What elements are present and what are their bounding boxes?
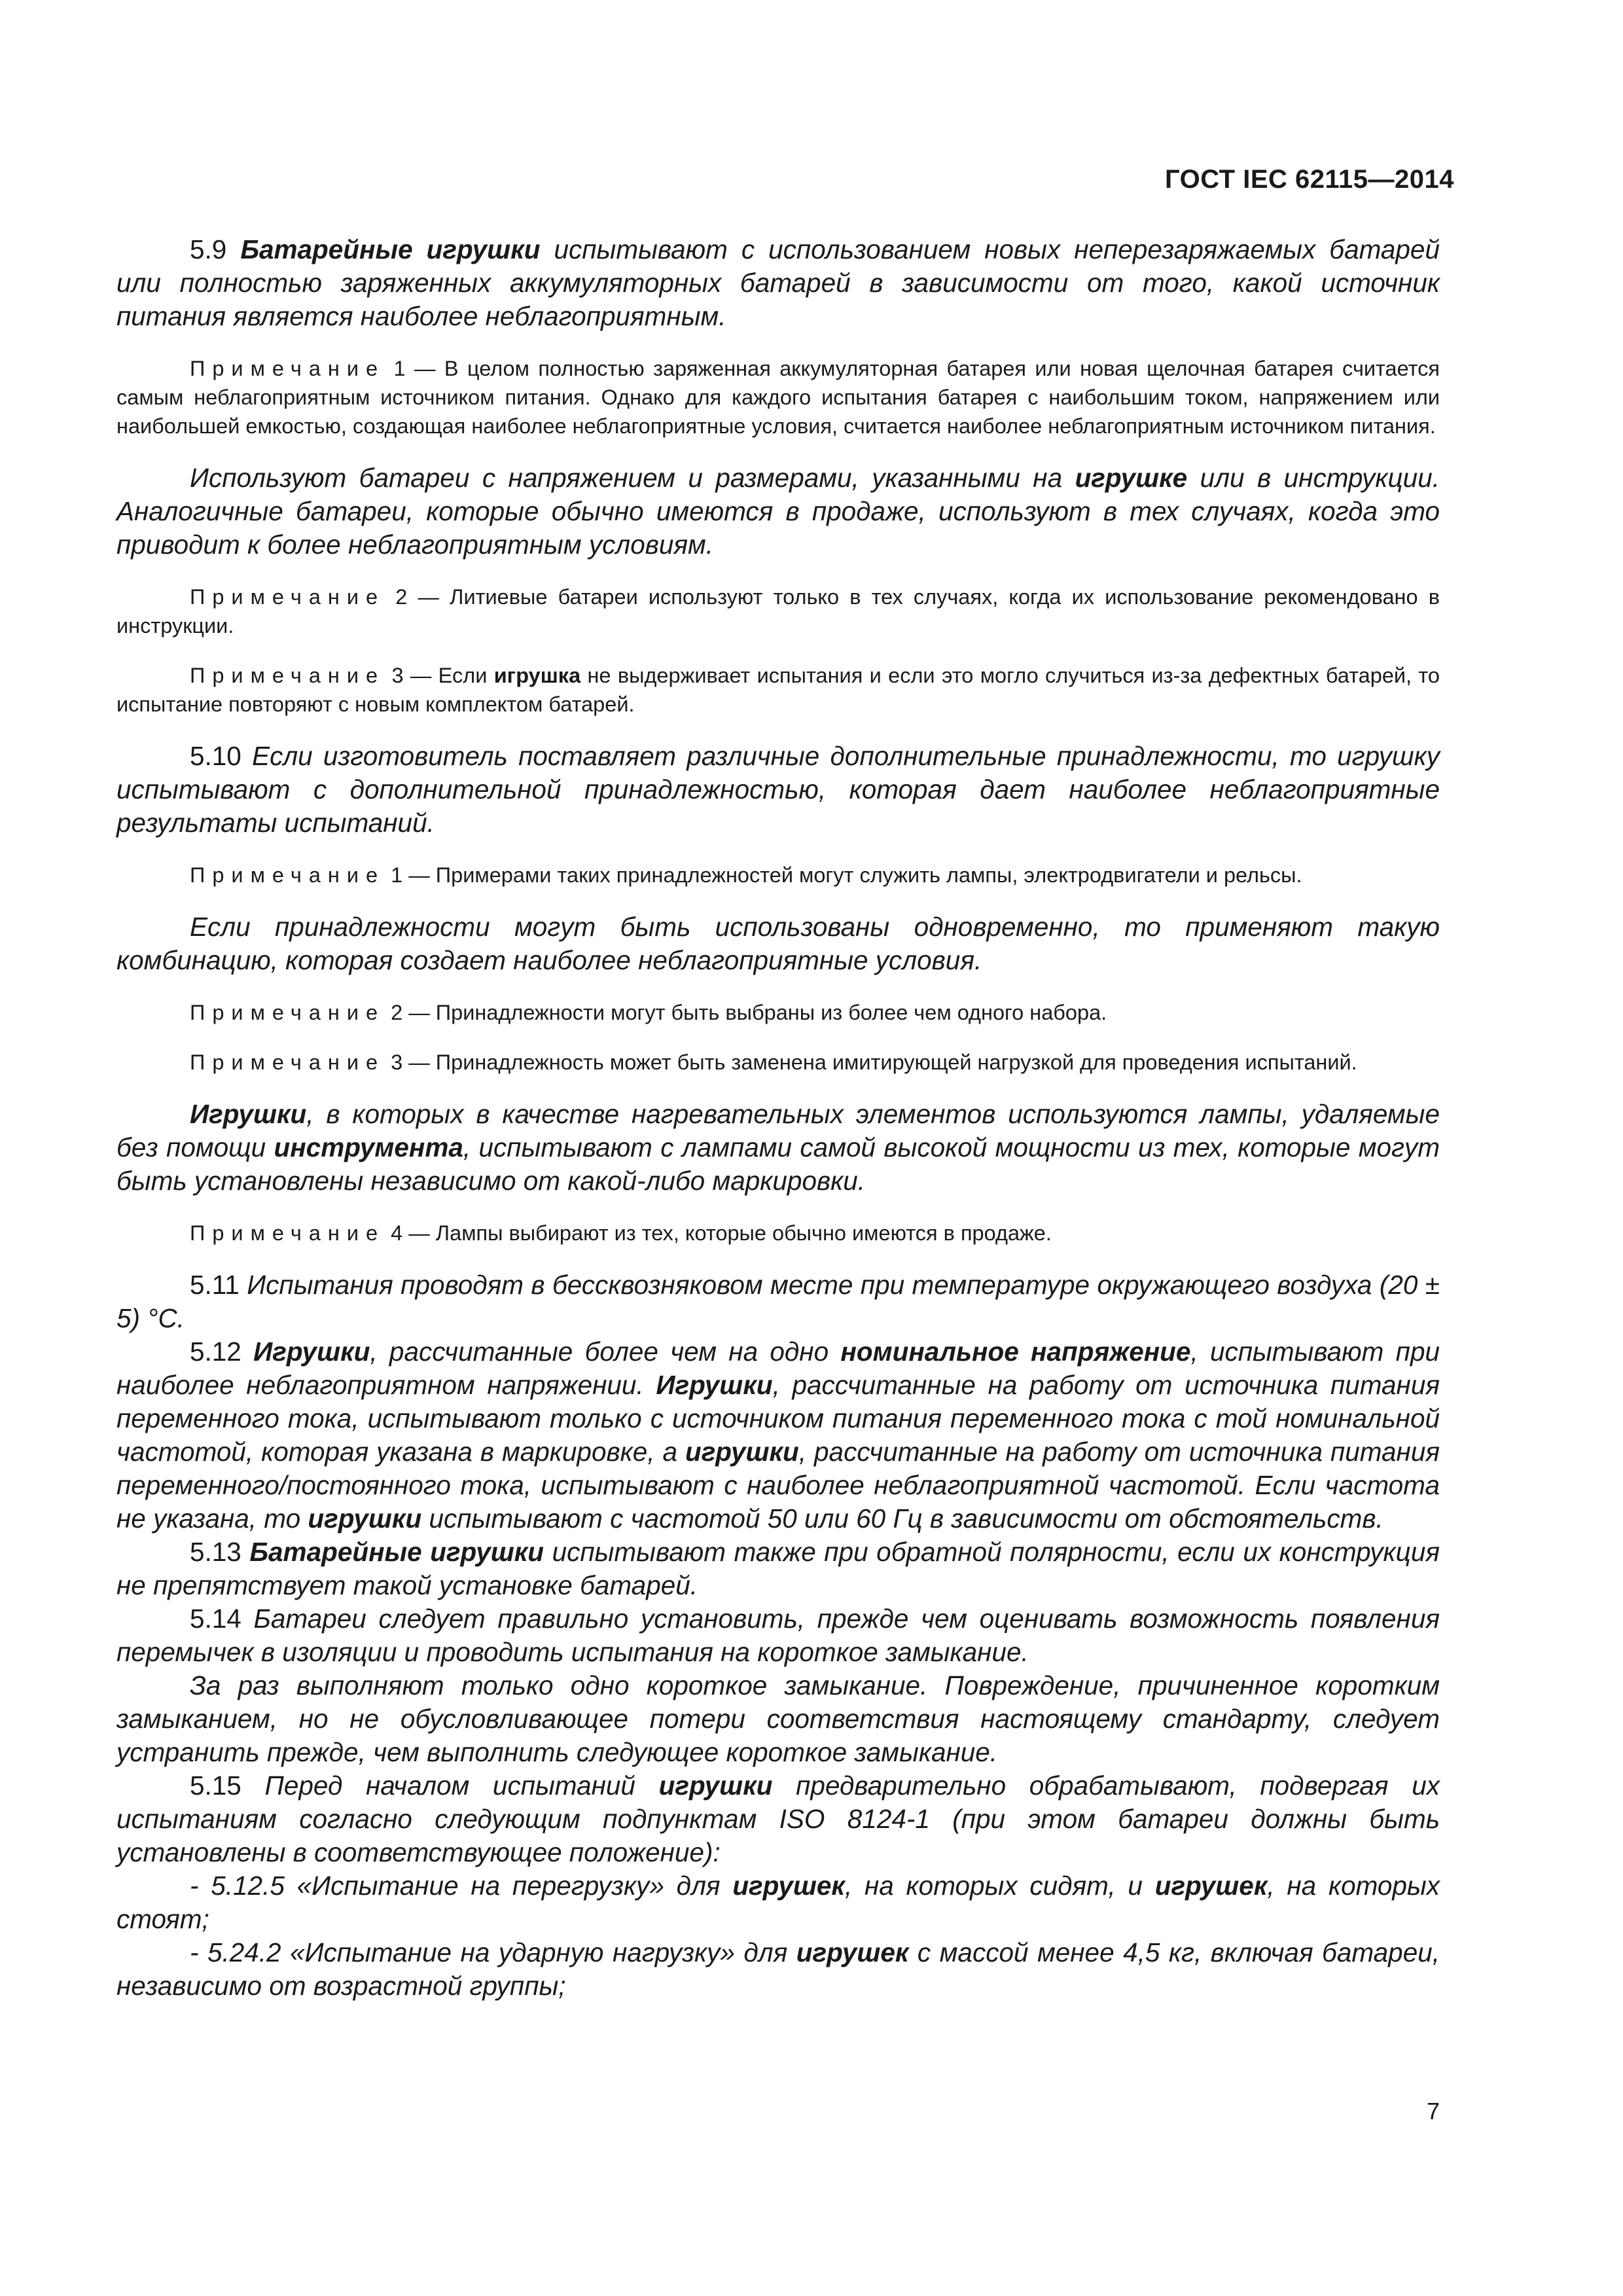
paragraph [116,1098,1440,1198]
term: игрушек [732,1871,845,1901]
note [116,583,1440,640]
note-label: Примечание [190,1050,385,1074]
document-header [116,165,1454,198]
text: Используют батареи с напряжением и размерами, указанными на [190,463,1075,493]
text: , на которых стоят; [116,1871,1440,1934]
term: игрушка [493,664,581,687]
clause-number: 5.10 [190,741,241,771]
text: , рассчитанные более чем на одно [370,1336,841,1367]
text: , рассчитанные на работу от источника питания переменного/постоянного тока, испытывают с наиболее неблагоприятной частотой. Если частота не указана, то [116,1437,1440,1534]
paragraph [116,910,1440,977]
note-text: 3 — Принадлежность может быть заменена имитирующей нагрузкой для проведения испытаний. [385,1050,1357,1074]
term: номинальное напряжение [840,1336,1191,1367]
note-label: Примечание [190,863,385,887]
paragraph-5-11 [116,1268,1440,1335]
paragraph-5-15 [116,1769,1440,1869]
list-item [116,1936,1440,2003]
term: Игрушки [656,1370,773,1400]
note-label: Примечание [190,1221,385,1245]
text: Испытания проводят в бесcквозняковом месте при температуре окружающего воздуха (20 ± 5) °С. [116,1270,1440,1333]
text: испытывают также при обратной полярности, если их конструкция не препятствует такой установке батарей. [116,1537,1440,1600]
note-text: 1 — В целом полностью заряженная аккумуляторная батарея или новая щелочная батарея считается самым неблагоприятным источником питания. Однако для каждого испытания батарея с наибольшим током, напряжением или наибольшей емкостью, создающая наиболее неблагоприятные условия, считается наиболее неблагоприятным источником питания. [116,357,1440,438]
text: , испытывают при наиболее неблагоприятном напряжении. [116,1336,1440,1400]
note-text: 3 — Если [385,664,494,687]
text: Батареи следует правильно установить, прежде чем оценивать возможность появления перемычек в изоляции и проводить испытания на короткое замыкание. [116,1604,1440,1667]
text: , испытывают с лампами самой высокой мощности из тех, которые могут быть установлены независимо от какой-либо маркировки. [116,1132,1440,1196]
term: игрушке [1075,463,1188,493]
clause-number: 5.13 [190,1537,241,1567]
note [116,661,1440,719]
text: предварительно обрабатывают, подвергая их испытаниям согласно следующим подпунктам ISO 8124-1 (при этом батареи должны быть установлены в соответствующее положение): [116,1770,1440,1867]
note-label: Примечание [190,1001,385,1024]
note-text: 1 — Примерами таких принадлежностей могут служить лампы, электродвигатели и рельсы. [385,863,1302,887]
text: с массой менее 4,5 кг, включая батареи, независимо от возрастной группы; [116,1937,1440,2001]
paragraph-5-14 [116,1602,1440,1669]
note-label: Примечание [190,664,385,687]
paragraph-5-12 [116,1335,1440,1535]
paragraph-5-10 [116,740,1440,840]
term: игрушки [685,1437,799,1467]
text: Если изготовитель поставляет различные дополнительные принадлежности, то игрушку испытывают с дополнительной принадлежностью, которая дает наиболее неблагоприятные результаты испытаний. [116,741,1440,838]
note [116,998,1440,1027]
term: Игрушки [190,1099,307,1129]
note [116,861,1440,889]
clause-number: 5.11 [190,1270,240,1300]
page-number: 7 [1426,2098,1440,2125]
text: или в инструкции. Аналогичные батареи, которые обычно имеются в продаже, используют в тех случаях, когда это приводит к более неблагоприятным условиям. [116,463,1440,560]
note-label: Примечание [190,357,385,380]
term: Игрушки [253,1336,370,1367]
paragraph [116,1669,1440,1769]
note-text: 4 — Лампы выбирают из тех, которые обычно имеются в продаже. [385,1221,1052,1245]
clause-number: 5.9 [190,234,227,264]
document-body [116,233,1440,2003]
note [116,1048,1440,1077]
clause-number: 5.14 [190,1604,241,1634]
text: , на которых сидят, и [844,1871,1155,1901]
term: инструмента [274,1132,463,1162]
term: Батарейные игрушки [240,234,541,264]
clause-number: 5.15 [190,1770,241,1801]
note-text: 2 — Литиевые батареи используют только в тех случаях, когда их использование рекомендовано в инструкции. [116,585,1440,637]
paragraph-5-13 [116,1535,1440,1602]
note-text: 2 — Принадлежности могут быть выбраны из более чем одного набора. [385,1001,1107,1024]
list-item [116,1869,1440,1936]
term: игрушки [308,1503,422,1534]
term: Батарейные игрушки [249,1537,544,1567]
term: игрушки [658,1770,773,1801]
paragraph-5-9 [116,233,1440,333]
text: Если принадлежности могут быть использованы одновременно, то применяют такую комбинацию, которая создает наиболее неблагоприятные условия. [116,912,1440,975]
note-text: не выдерживает испытания и если это могло случиться из-за дефектных батарей, то испытание повторяют с новым комплектом батарей. [116,664,1440,716]
text: - 5.12.5 «Испытание на перегрузку» для [190,1871,733,1901]
text: испытывают с использованием новых неперезаряжаемых батарей или полностью заряженных аккумуляторных батарей в зависимости от того, какой источник питания является наиболее неблагоприятным. [116,234,1440,331]
standard-id: ГОСТ IEC 62115—2014 [1165,165,1454,194]
note-label: Примечание [190,585,385,609]
note [116,354,1440,440]
term: игрушек [796,1937,909,1967]
clause-number: 5.12 [190,1336,241,1367]
term: игрушек [1154,1871,1268,1901]
note [116,1219,1440,1247]
text: Перед началом испытаний [241,1770,659,1801]
text: За раз выполняют только одно короткое замыкание. Повреждение, причиненное коротким замыканием, но не обусловливающее потери соответствия настоящему стандарту, следует устранить прежде, чем выполнить следующее короткое замыкание. [116,1670,1440,1767]
text: - 5.24.2 «Испытание на ударную нагрузку» для [190,1937,796,1967]
text: , рассчитанные на работу от источника питания переменного тока, испытывают только с источником питания переменного тока с той номинальной частотой, которая указана в маркировке, а [116,1370,1440,1467]
paragraph [116,461,1440,562]
text: , в которых в качестве нагревательных элементов используются лампы, удаляемые без помощи [116,1099,1440,1162]
text: испытывают с частотой 50 или 60 Гц в зависимости от обстоятельств. [421,1503,1383,1534]
